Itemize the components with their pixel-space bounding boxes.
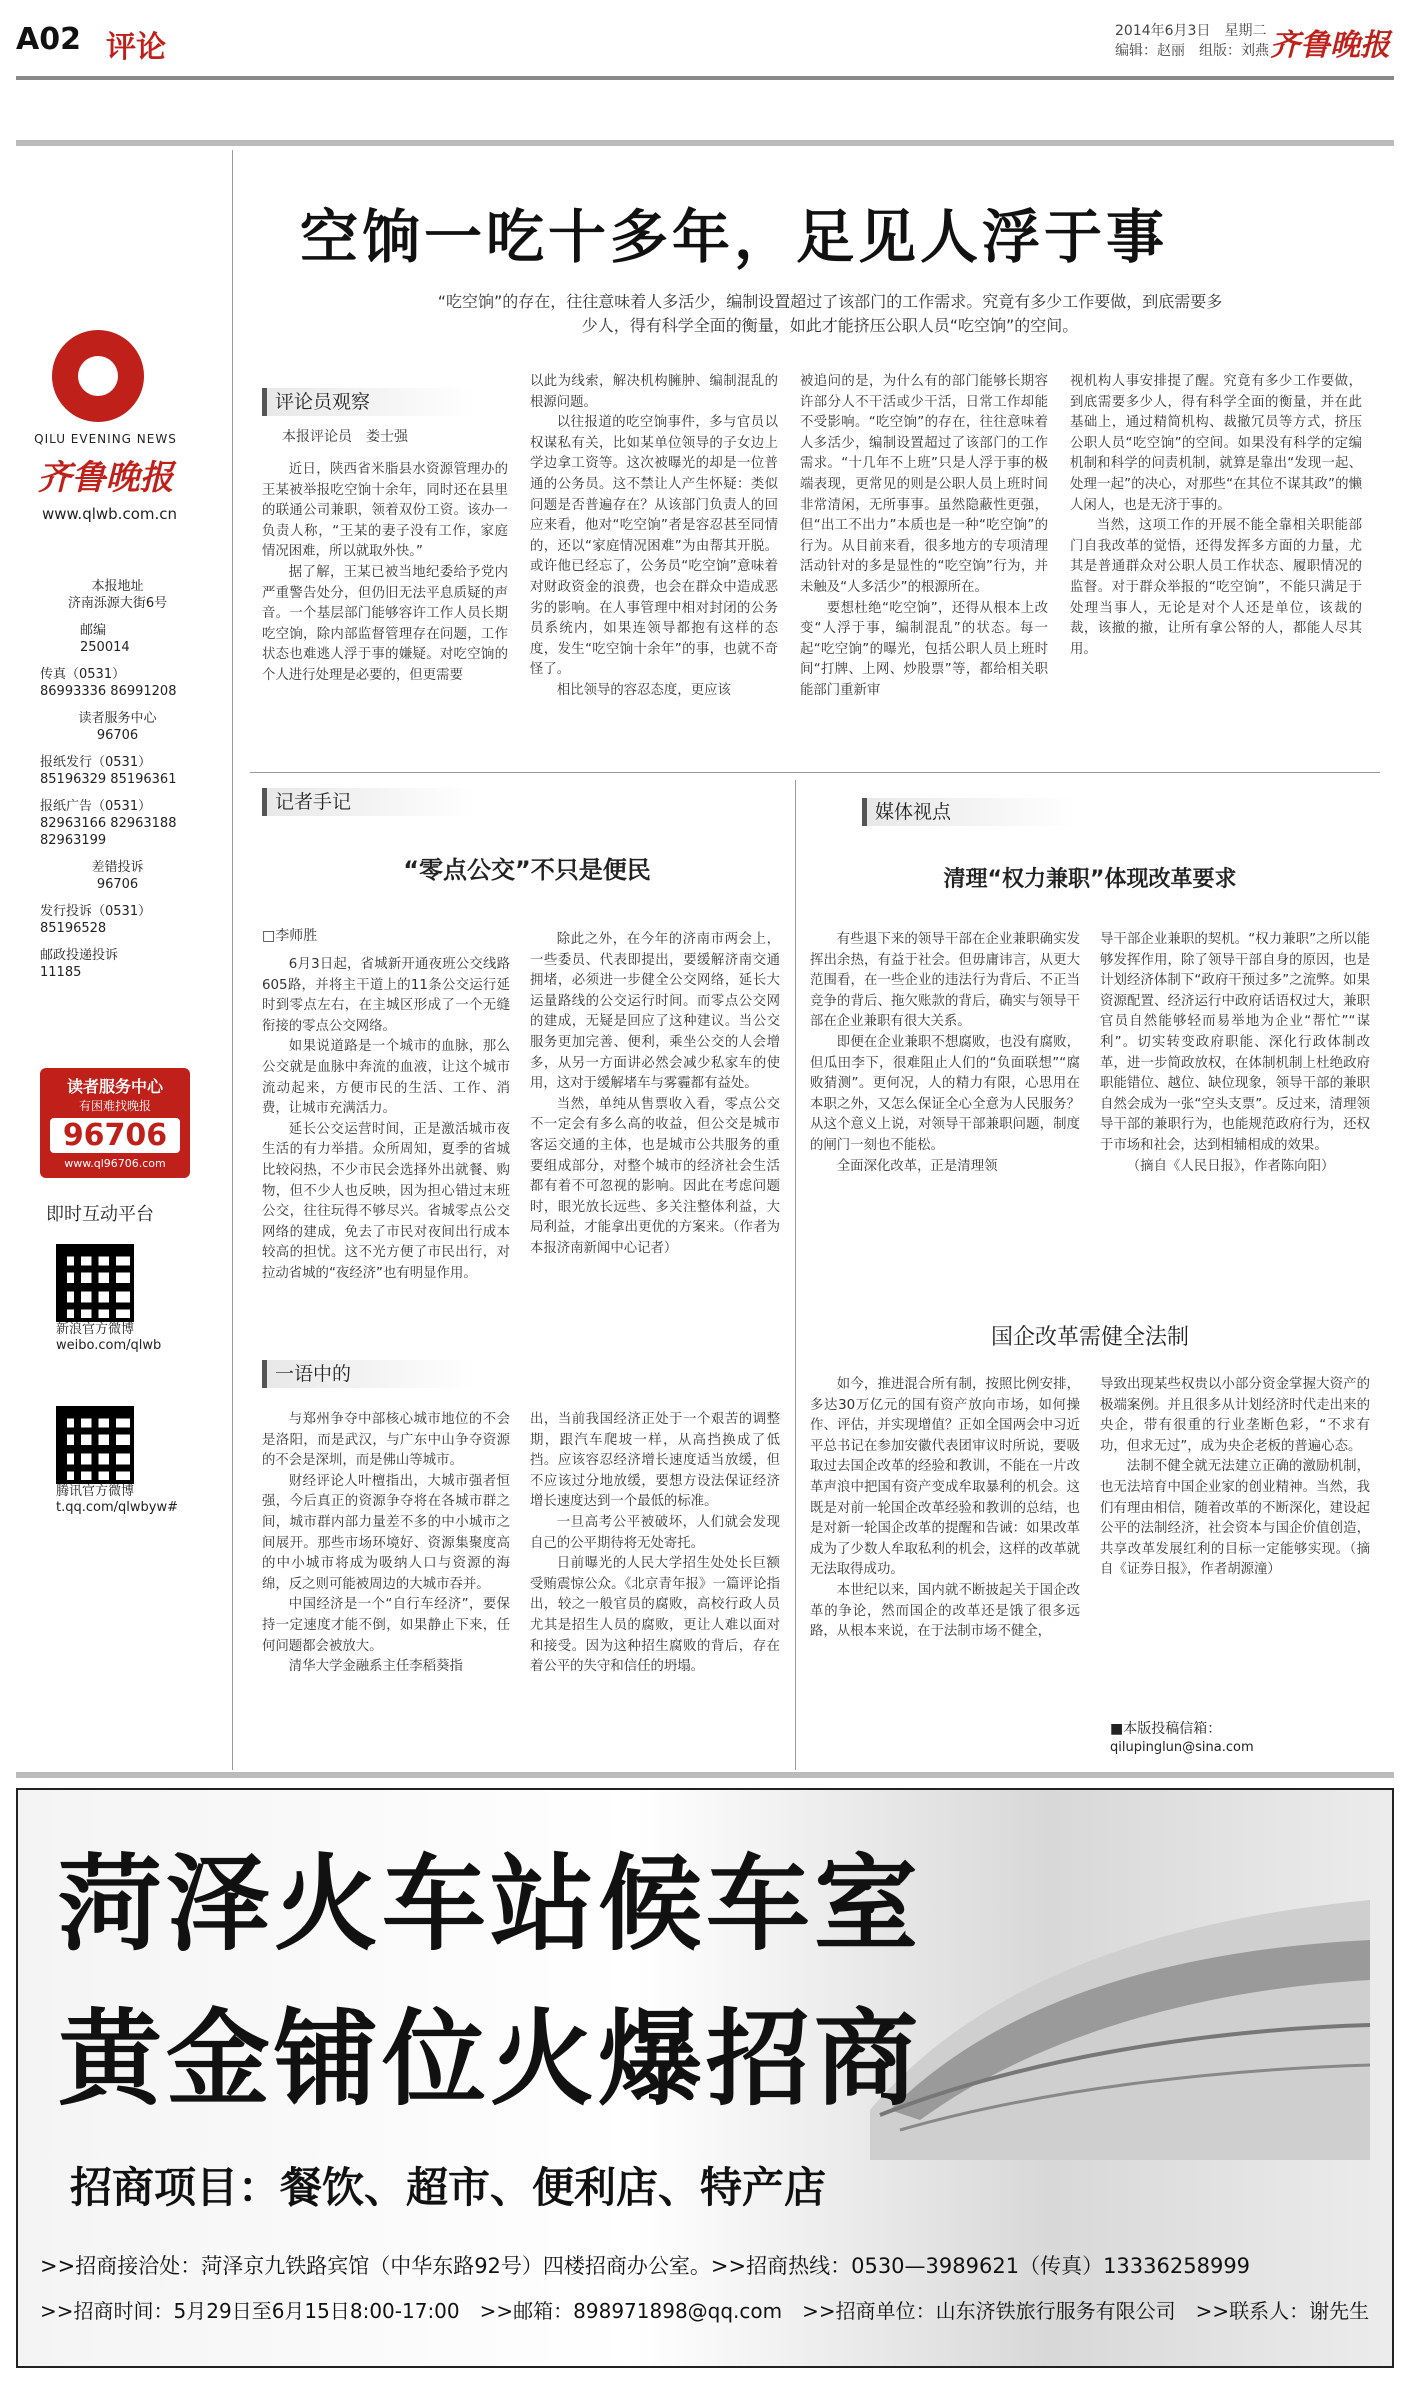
contact-error-complaint: 差错投诉 96706 <box>91 860 144 892</box>
tencent-qr-code-icon[interactable] <box>56 1406 134 1484</box>
contact-list <box>40 578 195 991</box>
reporter-note-byline: □李师胜 <box>262 928 318 944</box>
main-col-4: 视机构人事安排提了醒。究竟有多少工作要做，到底需要多少人，得有科学全面的衡量，并在此基础上，通过精简机构、裁撤冗员等方式，挤压公职人员“吃空饷”的空间。如果没有科学的定编机制和科学的问责机制，就算是靠出“发现一起、处理一起”的决心，对那些“在其位不谋其政”的懒人闲人，也是无济于事的。 当然，这项工作的开展不能全靠相关职能部门自我改革的觉悟，还得发挥多方面的力量，尤其是普通群众对公职人员工作状态、履职情况的监督。对于群众举报的“吃空饷”，不能只满足于处理当事人，无论是对个人还是单位，该裁的裁，该撤的撤，让所有拿公帑的人，都能人尽其用。 <box>1070 374 1362 657</box>
main-deck: “吃空饷”的存在，往往意味着人多活少，编制设置超过了该部门的工作需求。究竟有多少工作要做，到底需要多少人，得有科学全面的衡量，如此才能挤压公职人员“吃空饷”的空间。 <box>437 292 1223 335</box>
contact-fax: 传真（0531） 86993336 86991208 <box>40 667 177 699</box>
contact-distribution: 报纸发行（0531） 85196329 85196361 <box>40 755 177 787</box>
reporter-note-headline: “零点公交”不只是便民 <box>403 856 651 884</box>
tag-reporter-note: 记者手记 <box>262 788 475 816</box>
newspaper-logo-icon <box>52 330 144 422</box>
main-col-2: 以此为线索，解决机构臃肿、编制混乱的根源问题。 以往报道的吃空饷事件，多与官员以权谋私有关，比如某单位领导的子女边上学边拿工资等。这次被曝光的却是一位普通的公务员。这不禁让人产生怀疑：类似问题是否普遍存在？从该部门负责人的回应来看，他对“吃空饷”者是容忍甚至同情的，还以“家庭情况困难”为由帮其开脱。或许他已经忘了，公务员“吃空饷”意味着对财政资金的浪费，也会在群众中造成恶劣的影响。在人事管理中相对封闭的公务员系统内，如果连领导都抱有这样的态度，发生“吃空饷十余年”的事，也就不奇怪了。 相比领导的容忍态度，更应该 <box>530 374 778 698</box>
ad-top-band <box>16 1772 1394 1778</box>
soe-reform-headline: 国企改革需健全法制 <box>990 1325 1189 1350</box>
sidebar <box>18 330 193 547</box>
soe-col-1: 如今，推进混合所有制，按照比例安排，多达30万亿元的国有资产放向市场，如何操作、评估，并实现增值？正如全国两会中习近平总书记在参加安徽代表团审议时所说，要吸取过去国企改革的经验和教训，不能在一片改革声浪中把国有资产变成牟取暴利的机会。这既是对前一轮国企改革经验和教训的总结，也是对新一轮国企改革的提醒和告诫：如果改革成为了少数人牟取私利的机会，这样的改革就无法取得成功。 本世纪以来，国内就不断披起关于国企改革的争论，然而国企的改革还是饿了很多远路，从根本来说，在于法制市场不健全， <box>810 1377 1080 1640</box>
service-title: 读者服务中心 <box>66 1077 163 1096</box>
editor-credits: 编辑：赵丽 组版：刘燕 <box>1115 43 1269 59</box>
header-divider <box>16 76 1394 80</box>
main-headline: 空饷一吃十多年，足见人浮于事 <box>300 203 1169 271</box>
service-number: 96706 <box>50 1118 180 1153</box>
site-url[interactable]: www.qlwb.com.cn <box>42 505 177 523</box>
ad-headline-2: 黄金铺位火爆招商 <box>58 1998 923 2120</box>
top-band <box>16 140 1394 146</box>
section-title: 评论 <box>106 30 166 65</box>
reporter-note-col-1: 6月3日起，省城新开通夜班公交线路605路，并将主干道上的11条公交运行延时到零点左右，在主城区形成了一个无缝衔接的零点公交网络。 如果说道路是一个城市的血脉，那么公交就是血脉中奔流的血液，让这个城市流动起来，方便市民的生活、工作、消费，让城市充满活力。 延长公交运营时间，正是激活城市夜生活的有力举措。众所周知，夏季的省城比较闷热，不少市民会选择外出就餐、购物，但不少人也反映，因为担心错过末班公交，往往玩得不够尽兴。省城零点公交网络的建成，免去了市民对夜间出行成本较高的担忧。这不光方便了市民出行，对拉动省城的“夜经济”也有明显作用。 <box>262 957 510 1281</box>
media-view-headline: 清理“权力兼职”体现改革要求 <box>943 867 1237 892</box>
soe-col-2: 导致出现某些权贵以小部分资金掌握大资产的极端案例。并且很多从计划经济时代走出来的央企，带有很重的行业垄断色彩，“不求有功，但求无过”，成为央企老板的普遍心态。 法制不健全就无法建立正确的激励机制，也无法培育中国企业家的创业精神。当然，我们有理由相信，随着改革的不断深化，建设起公平的法制经济，社会资本与国企价值创造，共享改革发展红利的目标一定能够实现。（摘自《证券日报》，作者胡源潼） <box>1100 1377 1370 1578</box>
column-divider <box>795 780 796 1770</box>
page-number: A02 <box>16 22 81 57</box>
tag-media-view: 媒体视点 <box>862 798 1075 826</box>
issue-date: 2014年6月3日 星期二 <box>1115 23 1267 39</box>
contact-postcode: 邮编 250014 <box>80 623 130 655</box>
main-article-divider <box>250 772 1380 773</box>
service-subtitle: 有困难找晚报 <box>78 1099 151 1113</box>
contact-reader-service: 读者服务中心 96706 <box>78 711 157 743</box>
logo-chinese: 齐鲁晚报 <box>37 458 174 498</box>
train-image-icon <box>860 1860 1380 2170</box>
tag-one-liner: 一语中的 <box>262 1360 475 1388</box>
main-byline: 本报评论员 娄士强 <box>282 429 408 445</box>
contact-advertising: 报纸广告（0531） 82963166 82963188 82963199 <box>40 799 177 848</box>
contact-postal-complaint: 邮政投递投诉 11185 <box>40 948 119 980</box>
ad-projects: 招商项目：餐饮、超市、便利店、特产店 <box>70 2163 827 2212</box>
one-liner-col-1: 与郑州争夺中部核心城市地位的不会是洛阳，而是武汉，与广东中山争夺资源的不会是深圳，而是佛山等城市。 财经评论人叶檀指出，大城市强者恒强，今后真正的资源争夺将在各城市群之间，城市群内部力量差不多的中小城市之间展开。那些市场环境好、资源集聚度高的中小城市将成为吸纳人口与资源的海绵，反之则可能被周边的大城市吞并。 中国经济是一个“自行车经济”，要保持一定速度才能不倒，如果静止下来，任何问题都会被放大。 清华大学金融系主任李稻葵指 <box>262 1412 510 1675</box>
media-view-col-1: 有些退下来的领导干部在企业兼职确实发挥出余热，有益于社会。但毋庸讳言，从更大范围看，在一些企业的违法行为背后、不正当竞争的背后、拖欠账款的背后，确实与领导干部在企业兼职有很大关系。 即便在企业兼职不想腐败，也没有腐败，但瓜田李下，很难阻止人们的“负面联想”“腐败猜测”。更何况，人的精力有限，心思用在本职之外，又怎么保证全心全意为人民服务？从这个意义上说，对领导干部兼职问题，制度的闸门一刻也不能松。 全面深化改革，正是清理领 <box>810 932 1080 1174</box>
sina-weibo: 新浪官方微博 weibo.com/qlwb <box>56 1322 162 1353</box>
contact-distribution-complaint: 发行投诉（0531） 85196528 <box>40 904 152 936</box>
main-col-3: 被追问的是，为什么有的部门能够长期容许部分人不干活或少干活，日常工作却能不受影响。“吃空饷”的存在，往往意味着人多活少，编制设置超过了该部门的工作需求。“十几年不上班”只是人浮于事的极端表现，更常见的则是公职人员上班时间非常清闲，无所事事。虽然隐蔽性更强，但“出工不出力”本质也是一种“吃空饷”的行为。从目前来看，很多地方的专项清理活动针对的多是显性的“吃空饷”行为，并未触及“人多活少”的根源所在。 要想杜绝“吃空饷”，还得从根本上改变“人浮于事，编制混乱”的状态。每一起“吃空饷”的曝光，包括公职人员上班时间“打牌、上网、炒股票”等，都给相关职能部门重新审 <box>800 374 1048 698</box>
main-col-1: 近日，陕西省米脂县水资源管理办的王某被举报吃空饷十余年，同时还在县里的联通公司兼职，领着双份工资。该办一负责人称，“王某的妻子没有工作，家庭情况困难，所以就取外快。” 据了解，王某已被当地纪委给予党内严重警告处分，但仍旧无法平息质疑的声音。一个基层部门能够容许工作人员长期吃空饷，除内部监督管理存在问题，工作状态也难逃人浮于事的嫌疑。对吃空饷的个人进行处理是必要的，但更需要 <box>262 462 508 683</box>
one-liner-col-2: 出，当前我国经济正处于一个艰苦的调整期，跟汽车爬坡一样，从高挡换成了低挡。应该容忍经济增长速度适当放缓，但不应该过分地放缓，要想方设法保证经济增长速度达到一个最低的标准。 一旦高考公平被破坏，人们就会发现自己的公平期待将无处寄托。 日前曝光的人民大学招生处处长巨额受贿震惊公众。《北京青年报》一篇评论指出，较之一般官员的腐败，高校行政人员尤其是招生人员的腐败，更让人难以面对和接受。因为这种招生腐败的背后，存在着公平的失守和信任的坍塌。 <box>530 1412 780 1675</box>
sidebar-divider <box>232 150 233 1770</box>
media-view-col-2: 导干部企业兼职的契机。“权力兼职”之所以能够发挥作用，除了领导干部自身的原因，也是计划经济体制下“政府干预过多”之流弊。如果资源配置、经济运行中政府话语权过大，兼职官员自然能够轻而易举地为企业“帮忙”“谋利”。切实转变政府职能、深化行政体制改革，进一步简政放权，在体制机制上杜绝政府职能错位、越位、缺位现象，领导干部的兼职自然会成为一张“空头支票”。反过来，清理领导干部的兼职行为，也能规范政府行为，还权于市场和社会，达到相辅相成的效果。 （摘自《人民日报》，作者陈向阳） <box>1100 932 1370 1174</box>
reader-service-box <box>40 1068 190 1178</box>
contact-address: 本报地址 济南泺源大街6号 <box>67 579 168 611</box>
submission-email[interactable]: qilupinglun@sina.com <box>1110 1740 1254 1755</box>
sina-qr-code-icon[interactable] <box>56 1244 134 1322</box>
reporter-note-col-2: 除此之外，在今年的济南市两会上，一些委员、代表即提出，要缓解济南交通拥堵，必须进一步健全公交网络，延长大运量路线的公交运行时间。而零点公交网的建成，无疑是回应了这种建议。当公交服务更加完善、便利，乘坐公交的人会增多，从另一方面讲必然会减少私家车的使用，这对于缓解堵车与雾霾都有益处。 当然，单纯从售票收入看，零点公交不一定会有多么高的收益，但公交是城市客运交通的主体，也是城市公共服务的重要组成部分，对整个城市的经济社会生活都有着不可忽视的影响。因此在考虑问题时，眼光放长远些、多关注整体利益，大局利益，才能拿出更优的方案来。（作者为本报济南新闻中心记者） <box>530 932 780 1256</box>
ad-contact-2: >>招商时间：5月29日至6月15日8:00-17:00 >>邮箱：898971898@qq.com >>招商单位：山东济铁旅行服务有限公司 >>联系人：谢先生 <box>40 2299 1370 2323</box>
tag-commentator: 评论员观察 <box>262 388 475 416</box>
submission-label: ■本版投稿信箱： <box>1110 1721 1222 1737</box>
masthead-logo: 齐鲁晚报 <box>1270 28 1390 63</box>
ad-contact-1: >>招商接洽处：菏泽京九铁路宾馆（中华东路92号）四楼招商办公室。>>招商热线：0530—3989621（传真）13336258999 <box>40 2254 1251 2278</box>
interactive-platform-title: 即时互动平台 <box>46 1204 154 1225</box>
service-url: www.ql96706.com <box>64 1157 166 1170</box>
logo-english: QILU EVENING NEWS <box>34 432 177 446</box>
tencent-weibo: 腾讯官方微博 t.qq.com/qlwbyw# <box>56 1484 178 1515</box>
ad-headline-1: 菏泽火车站候车室 <box>58 1843 923 1965</box>
